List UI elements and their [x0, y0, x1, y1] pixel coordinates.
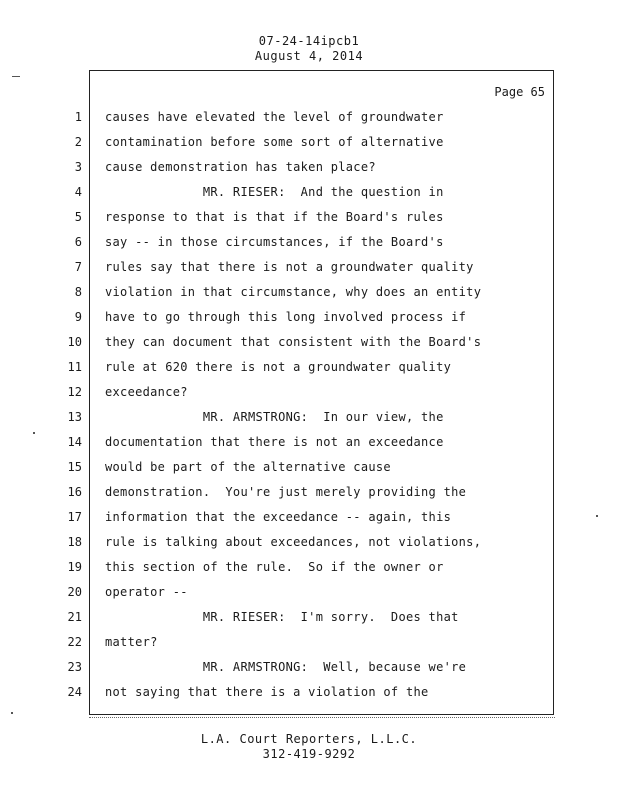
transcript-line [0, 685, 618, 710]
line-number: 11 [67, 360, 82, 374]
line-number: 12 [67, 385, 82, 399]
transcript-line [0, 585, 618, 610]
scan-speck [596, 515, 598, 517]
line-number: 21 [67, 610, 82, 624]
line-text: cause demonstration has taken place? [105, 160, 376, 174]
transcript-line [0, 410, 618, 435]
scan-speck [12, 76, 20, 77]
transcript-line [0, 460, 618, 485]
transcript-line [0, 310, 618, 335]
line-number: 16 [67, 485, 82, 499]
transcript-line [0, 260, 618, 285]
line-number: 5 [74, 210, 82, 224]
line-number: 9 [74, 310, 82, 324]
transcript-line [0, 635, 618, 660]
transcript-line [0, 135, 618, 160]
line-number: 17 [67, 510, 82, 524]
line-text: MR. ARMSTRONG: In our view, the [105, 410, 444, 424]
transcript-line [0, 535, 618, 560]
line-text: causes have elevated the level of groundwater [105, 110, 444, 124]
line-text: rule at 620 there is not a groundwater quality [105, 360, 452, 374]
line-number: 24 [67, 685, 82, 699]
line-number: 3 [74, 160, 82, 174]
transcript-line [0, 335, 618, 360]
line-number: 6 [74, 235, 82, 249]
transcript-line [0, 485, 618, 510]
line-number: 23 [67, 660, 82, 674]
line-text: exceedance? [105, 385, 188, 399]
transcript-line [0, 160, 618, 185]
line-text: violation in that circumstance, why does an entity [105, 285, 482, 299]
transcript-footer [0, 732, 618, 762]
transcript-line [0, 110, 618, 135]
line-number: 2 [74, 135, 82, 149]
transcript-line [0, 660, 618, 685]
line-number: 1 [74, 110, 82, 124]
transcript-line [0, 285, 618, 310]
line-text: documentation that there is not an exceedance [105, 435, 444, 449]
line-text: matter? [105, 635, 158, 649]
line-number: 7 [74, 260, 82, 274]
line-number: 20 [67, 585, 82, 599]
line-text: they can document that consistent with the Board's [105, 335, 482, 349]
line-text: contamination before some sort of alternative [105, 135, 444, 149]
line-text: not saying that there is a violation of the [105, 685, 429, 699]
line-number: 15 [67, 460, 82, 474]
line-number: 10 [67, 335, 82, 349]
line-text: rules say that there is not a groundwater quality [105, 260, 474, 274]
line-text: information that the exceedance -- again, this [105, 510, 452, 524]
line-text: MR. RIESER: And the question in [105, 185, 444, 199]
scan-speck [33, 432, 35, 434]
line-text: this section of the rule. So if the owner or [105, 560, 444, 574]
transcript-line [0, 385, 618, 410]
scan-speck [11, 712, 13, 714]
court-reporter-phone: 312-419-9292 [262, 747, 356, 761]
line-text: operator -- [105, 585, 188, 599]
transcript-line [0, 210, 618, 235]
transcript-line [0, 610, 618, 635]
hearing-date: August 4, 2014 [254, 49, 364, 63]
line-text: would be part of the alternative cause [105, 460, 391, 474]
document-id: 07-24-14ipcb1 [258, 34, 360, 48]
line-text: MR. RIESER: I'm sorry. Does that [105, 610, 459, 624]
line-number: 19 [67, 560, 82, 574]
line-text: MR. ARMSTRONG: Well, because we're [105, 660, 467, 674]
page-number: Page 65 [494, 85, 545, 99]
transcript-line [0, 435, 618, 460]
line-number: 22 [67, 635, 82, 649]
transcript-line [0, 510, 618, 535]
line-text: response to that is that if the Board's rules [105, 210, 444, 224]
line-text: say -- in those circumstances, if the Board's [105, 235, 444, 249]
transcript-line [0, 360, 618, 385]
line-number: 13 [67, 410, 82, 424]
line-number: 4 [74, 185, 82, 199]
line-text: rule is talking about exceedances, not violations, [105, 535, 482, 549]
transcript-line [0, 235, 618, 260]
court-reporter-name: L.A. Court Reporters, L.L.C. [200, 732, 418, 746]
line-number: 18 [67, 535, 82, 549]
line-text: have to go through this long involved process if [105, 310, 467, 324]
transcript-line [0, 185, 618, 210]
line-number: 8 [74, 285, 82, 299]
line-number: 14 [67, 435, 82, 449]
transcript-line [0, 560, 618, 585]
line-text: demonstration. You're just merely providing the [105, 485, 467, 499]
